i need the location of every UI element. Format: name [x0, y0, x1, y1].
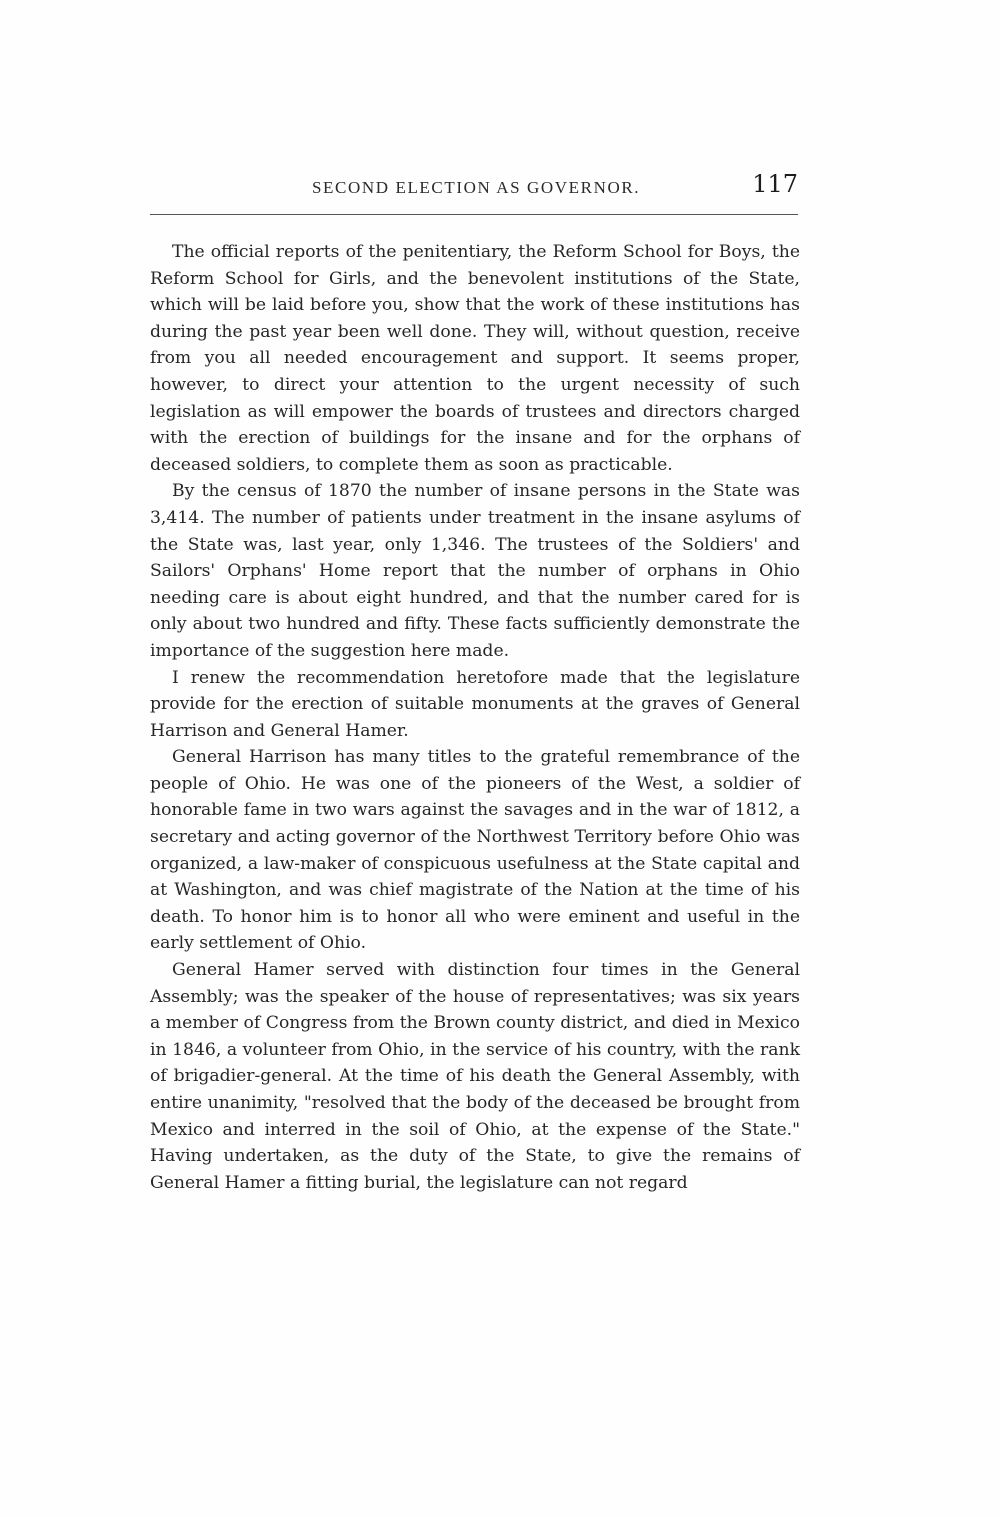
header-rule	[150, 214, 798, 215]
running-title: SECOND ELECTION AS GOVERNOR.	[312, 178, 641, 197]
paragraph-monuments: I renew the recommendation heretofore made that the legislature provide for the erection of suitable monuments at the graves of General Harrison and General Hamer.	[150, 667, 800, 741]
paragraph-institutions: The official reports of the penitentiary, the Reform School for Boys, the Reform School for Girls, and the benevolent institutions of the State, which will be laid before you, show that the work of these institutions has during the past year been well done. They will, without question, receive from you all needed encouragement and support. It seems proper, however, to direct your attention to the urgent necessity of such legislation as will empower the boards of trustees and directors charged with the erection of buildings for the insane and for the orphans of deceased soldiers, to complete them as soon as practicable.	[150, 242, 800, 475]
paragraph-harrison: General Harrison has many titles to the grateful remembrance of the people of Ohio. He was one of the pioneers of the West, a soldier of honorable fame in two wars against the savages and in the war of 1812, a secretary and acting governor of the Northwest Territory before Ohio was organized, a law-maker of conspicuous usefulness at the State capital and at Washington, and was chief magistrate of the Nation at the time of his death. To honor him is to honor all who were eminent and useful in the early settlement of Ohio.	[150, 747, 800, 954]
page-number: 117	[752, 170, 798, 198]
paragraph-hamer: General Hamer served with distinction four times in the General Assembly; was the speaker of the house of representatives; was six years a member of Congress from the Brown county district, and died in Mexico in 1846, a volunteer from Ohio, in the service of his country, with the rank of brigadier-general. At the time of his death the General Assembly, with entire unanimity, "resolved that the body of the deceased be brought from Mexico and interred in the soil of Ohio, at the expense of the State." Having undertaken, as the duty of the State, to give the remains of General Hamer a fitting burial, the legislature can not regard	[150, 960, 800, 1193]
paragraph-census: By the census of 1870 the number of insane persons in the State was 3,414. The number of patients under treatment in the insane asylums of the State was, last year, only 1,346. The trustees of the Soldiers' and Sailors' Orphans' Home report that the number of orphans in Ohio needing care is about eight hundred, and that the number cared for is only about two hundred and fifty. These facts sufficiently demonstrate the importance of the suggestion here made.	[150, 481, 800, 661]
running-head	[150, 170, 800, 210]
body-text	[150, 239, 800, 1196]
